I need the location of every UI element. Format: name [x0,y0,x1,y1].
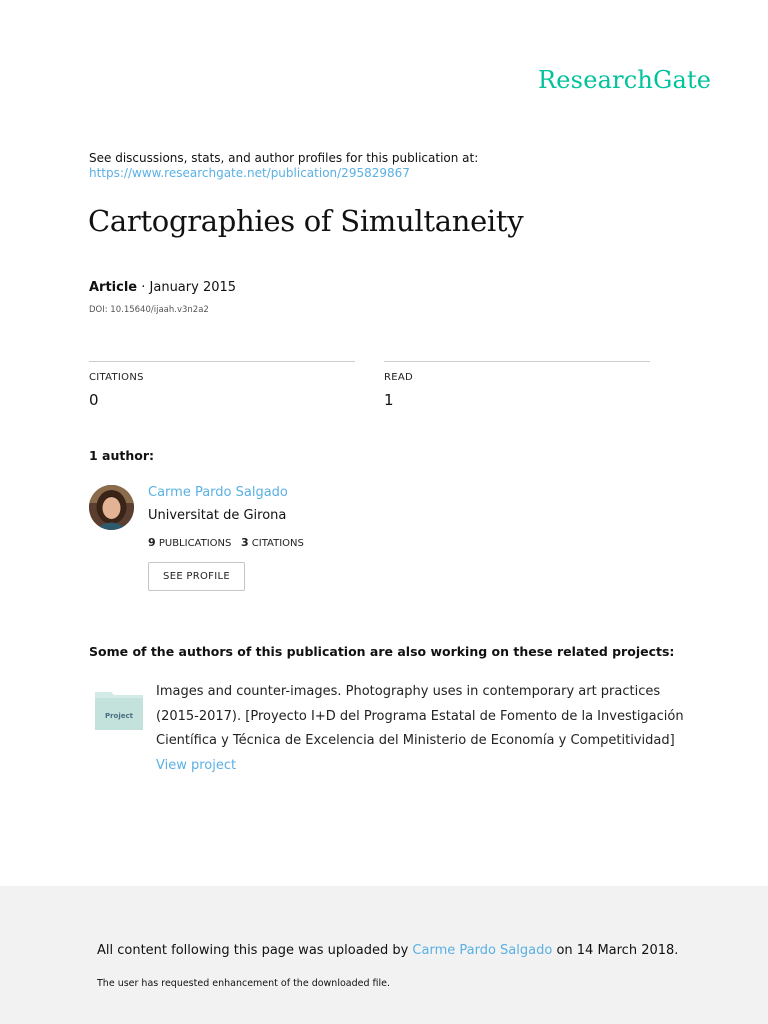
publication-url-link[interactable]: https://www.researchgate.net/publication/295829867 [89,166,410,180]
upload-notice-suffix: on 14 March 2018. [552,943,679,958]
publication-title: Cartographies of Simultaneity [88,204,524,238]
author-citations-label: CITATIONS [251,538,304,549]
see-profile-button[interactable]: SEE PROFILE [148,562,245,591]
project-description-text: Images and counter-images. Photography uses in contemporary art practices (2015-2017). [Proyecto I+D del Programa Estatal de Fomento de la Investigación Científica y Técnica de Excelencia del Ministerio de Economía y Competitividad] [156,684,684,748]
author-institution: Universitat de Girona [148,508,287,523]
intro-block [89,151,478,181]
reads-count: 1 [384,391,394,409]
article-date: January 2015 [149,280,237,295]
related-projects-heading: Some of the authors of this publication are also working on these related projects: [89,644,675,659]
view-project-link[interactable]: View project [156,757,237,773]
researchgate-logo[interactable]: ResearchGate [538,66,712,94]
citations-count: 0 [89,391,99,409]
intro-text: See discussions, stats, and author profiles for this publication at: [89,151,479,165]
citations-label: CITATIONS [89,372,144,383]
folder-icon[interactable] [95,690,143,730]
article-meta [89,280,236,295]
author-publications-label: PUBLICATIONS [158,538,232,549]
author-citations-count: 3 [240,536,249,549]
upload-notice-prefix: All content following this page was uploaded by [97,943,413,958]
authors-heading: 1 author: [89,448,155,463]
author-publications-count: 9 [148,536,156,549]
upload-notice [97,943,678,958]
author-stats [148,536,304,549]
citations-divider [89,361,355,362]
avatar-photo-icon [89,485,134,530]
enhancement-note: The user has requested enhancement of the downloaded file. [97,978,391,989]
article-type: Article [89,280,138,295]
reads-label: READ [384,372,414,383]
project-folder-svg [95,690,143,730]
meta-separator: · [137,280,150,295]
author-name-link[interactable]: Carme Pardo Salgado [148,485,288,500]
project-icon-label: Project [104,712,134,720]
uploader-link[interactable]: Carme Pardo Salgado [412,943,553,958]
reads-divider [384,361,650,362]
article-doi: DOI: 10.15640/ijaah.v3n2a2 [89,305,209,315]
project-description [156,680,686,778]
author-avatar[interactable] [89,485,134,530]
